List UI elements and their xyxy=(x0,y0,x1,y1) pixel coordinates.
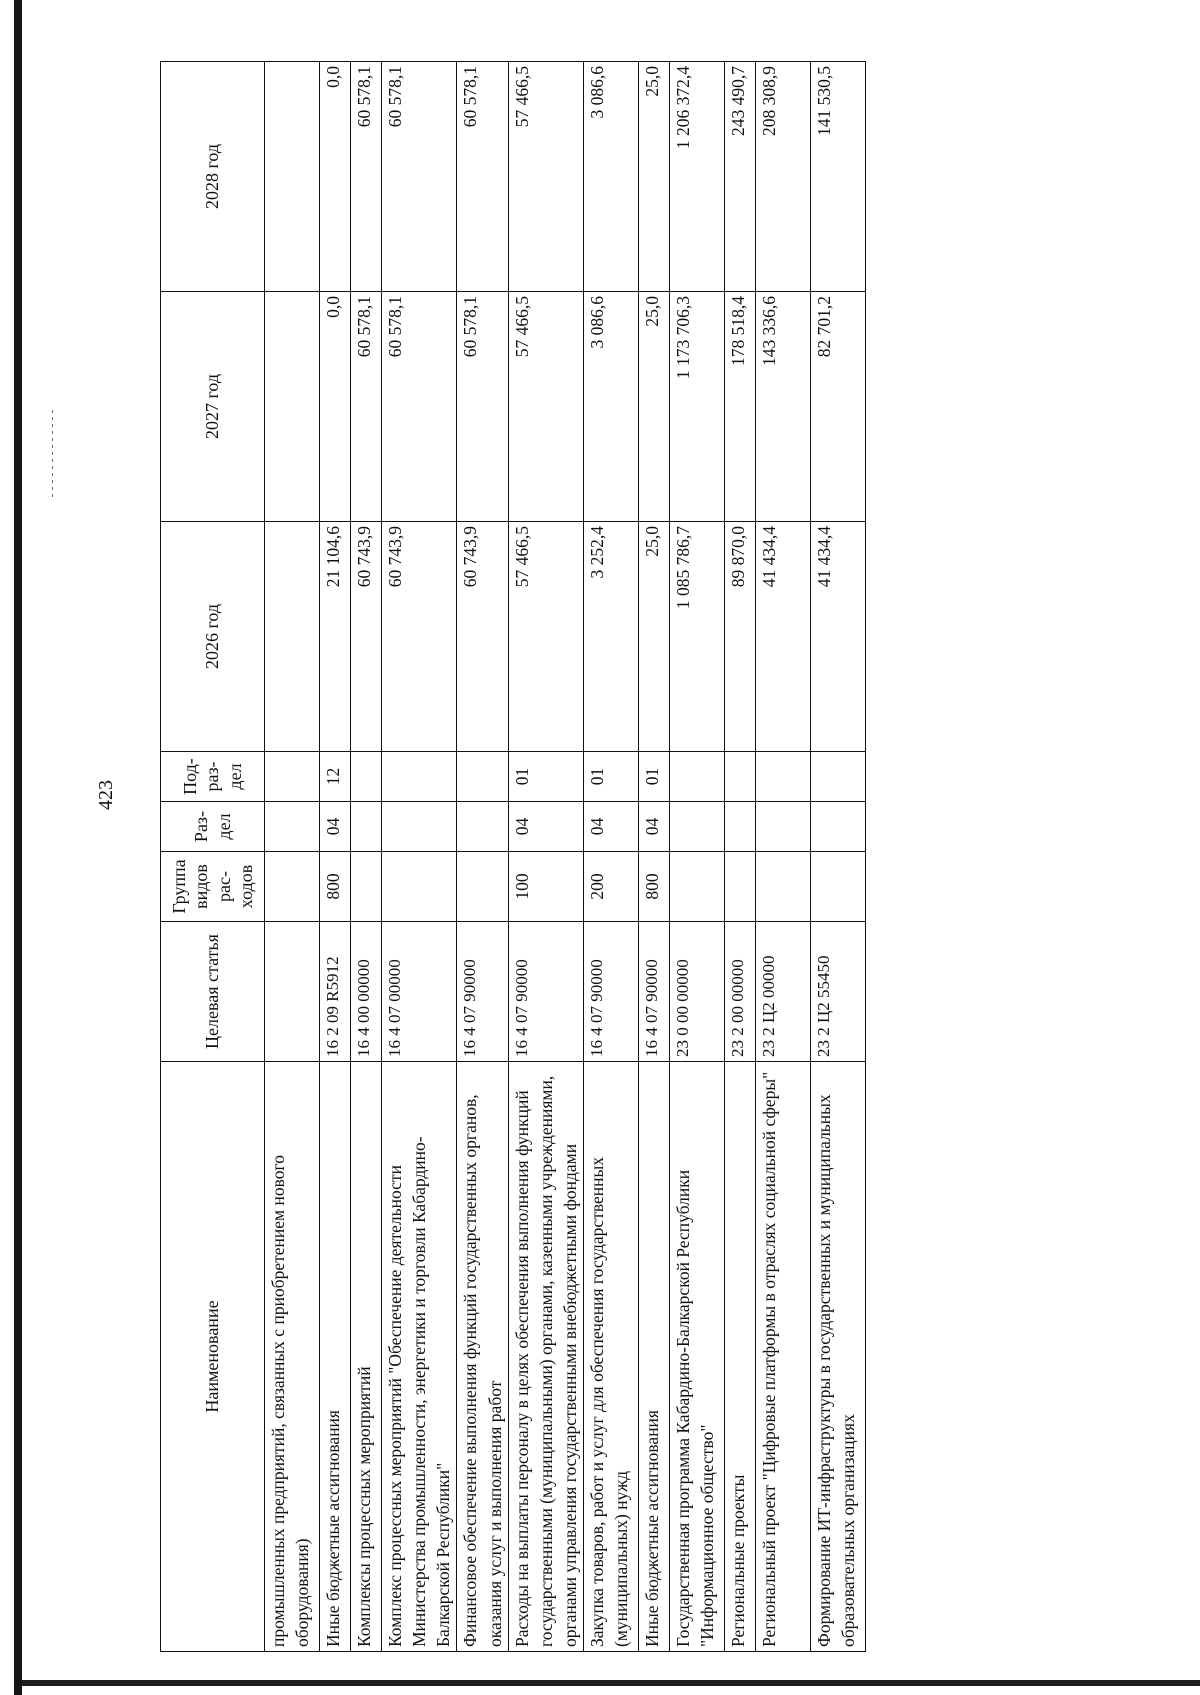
row-group xyxy=(265,852,320,922)
row-group xyxy=(351,852,382,922)
row-2026: 3 252,4 xyxy=(584,522,639,752)
header-target: Целевая статья xyxy=(161,922,265,1062)
table-header-row xyxy=(161,62,265,1652)
row-target: 16 4 00 00000 xyxy=(351,922,382,1062)
row-group xyxy=(382,852,457,922)
row-subsection xyxy=(265,752,320,802)
row-name: Финансовое обеспечение выполнения функций государственных органов, оказания услуг и выполнения работ xyxy=(457,1062,508,1652)
row-2027: 25,0 xyxy=(639,292,670,522)
header-group: Группа видов рас-ходов xyxy=(161,852,265,922)
row-group xyxy=(670,852,725,922)
row-subsection xyxy=(382,752,457,802)
table-row xyxy=(725,62,756,1652)
row-target: 23 2 00 00000 xyxy=(725,922,756,1062)
row-group xyxy=(756,852,811,922)
row-2027: 60 578,1 xyxy=(457,292,508,522)
row-2027: 82 701,2 xyxy=(811,292,866,522)
row-group xyxy=(811,852,866,922)
row-2026: 57 466,5 xyxy=(508,522,583,752)
row-section xyxy=(670,802,725,852)
row-2028: 208 308,9 xyxy=(756,62,811,292)
row-name: Региональные проекты xyxy=(725,1062,756,1652)
row-subsection: 12 xyxy=(320,752,351,802)
row-group: 800 xyxy=(639,852,670,922)
row-2028: 60 578,1 xyxy=(351,62,382,292)
scan-edge-bottom xyxy=(22,1680,1200,1686)
scan-mark xyxy=(52,410,53,500)
row-subsection: 01 xyxy=(508,752,583,802)
row-name: Расходы на выплаты персоналу в целях обеспечения выполнения функций государственными (муниципальными) органами, казенными учреждениями, органами управления государственными внебюджетными фондами xyxy=(508,1062,583,1652)
row-subsection xyxy=(811,752,866,802)
header-2026: 2026 год xyxy=(161,522,265,752)
row-2028: 60 578,1 xyxy=(457,62,508,292)
row-name: Закупка товаров, работ и услуг для обеспечения государственных (муниципальных) нужд xyxy=(584,1062,639,1652)
row-target xyxy=(265,922,320,1062)
row-2028 xyxy=(265,62,320,292)
row-2026: 60 743,9 xyxy=(351,522,382,752)
row-2027: 178 518,4 xyxy=(725,292,756,522)
row-name: Формирование ИТ-инфраструктуры в государственных и муниципальных образовательных организациях xyxy=(811,1062,866,1652)
header-name: Наименование xyxy=(161,1062,265,1652)
row-2027: 1 173 706,3 xyxy=(670,292,725,522)
page-number: 423 xyxy=(95,780,117,810)
row-name: Иные бюджетные ассигнования xyxy=(639,1062,670,1652)
header-2027: 2027 год xyxy=(161,292,265,522)
table-row xyxy=(265,62,320,1652)
header-2028: 2028 год xyxy=(161,62,265,292)
row-group xyxy=(725,852,756,922)
row-2027: 57 466,5 xyxy=(508,292,583,522)
row-subsection xyxy=(351,752,382,802)
row-section xyxy=(265,802,320,852)
row-2027: 60 578,1 xyxy=(351,292,382,522)
row-subsection xyxy=(670,752,725,802)
row-section xyxy=(457,802,508,852)
table-row xyxy=(382,62,457,1652)
scan-edge-left xyxy=(14,0,22,1695)
row-section: 04 xyxy=(320,802,351,852)
header-subsection: Под-раз-дел xyxy=(161,752,265,802)
row-section: 04 xyxy=(508,802,583,852)
row-section: 04 xyxy=(639,802,670,852)
row-target: 23 0 00 00000 xyxy=(670,922,725,1062)
row-group: 800 xyxy=(320,852,351,922)
row-2028: 25,0 xyxy=(639,62,670,292)
row-section: 04 xyxy=(584,802,639,852)
row-2028: 3 086,6 xyxy=(584,62,639,292)
row-target: 16 4 07 90000 xyxy=(457,922,508,1062)
row-subsection: 01 xyxy=(639,752,670,802)
row-section xyxy=(351,802,382,852)
table-row xyxy=(457,62,508,1652)
row-target: 16 4 07 90000 xyxy=(508,922,583,1062)
table-row xyxy=(508,62,583,1652)
row-section xyxy=(756,802,811,852)
row-2028: 57 466,5 xyxy=(508,62,583,292)
row-2027 xyxy=(265,292,320,522)
row-name: Комплексы процессных мероприятий xyxy=(351,1062,382,1652)
row-2027: 143 336,6 xyxy=(756,292,811,522)
row-section xyxy=(725,802,756,852)
row-name: Иные бюджетные ассигнования xyxy=(320,1062,351,1652)
row-section xyxy=(382,802,457,852)
row-target: 23 2 Ц2 55450 xyxy=(811,922,866,1062)
table-row xyxy=(639,62,670,1652)
row-name: Государственная программа Кабардино-Балкарской Республики "Информационное общество" xyxy=(670,1062,725,1652)
table-row xyxy=(756,62,811,1652)
row-2026: 89 870,0 xyxy=(725,522,756,752)
row-2028: 1 206 372,4 xyxy=(670,62,725,292)
row-target: 16 4 07 90000 xyxy=(584,922,639,1062)
table-row xyxy=(670,62,725,1652)
row-target: 16 4 07 90000 xyxy=(639,922,670,1062)
row-2028: 243 490,7 xyxy=(725,62,756,292)
row-2027: 0,0 xyxy=(320,292,351,522)
table-row xyxy=(351,62,382,1652)
row-section xyxy=(811,802,866,852)
table-row xyxy=(320,62,351,1652)
row-name: Региональный проект "Цифровые платформы в отраслях социальной сферы" xyxy=(756,1062,811,1652)
row-target: 16 4 07 00000 xyxy=(382,922,457,1062)
row-name: промышленных предприятий, связанных с приобретением нового оборудования) xyxy=(265,1062,320,1652)
row-2026: 25,0 xyxy=(639,522,670,752)
row-2026: 41 434,4 xyxy=(811,522,866,752)
row-group: 100 xyxy=(508,852,583,922)
budget-table xyxy=(160,61,866,1652)
row-subsection xyxy=(457,752,508,802)
rotated-table-container xyxy=(160,62,1053,1652)
row-2026: 41 434,4 xyxy=(756,522,811,752)
row-2026: 60 743,9 xyxy=(382,522,457,752)
row-subsection xyxy=(756,752,811,802)
row-2026: 60 743,9 xyxy=(457,522,508,752)
row-2027: 3 086,6 xyxy=(584,292,639,522)
row-target: 16 2 09 R5912 xyxy=(320,922,351,1062)
table-row xyxy=(811,62,866,1652)
row-subsection: 01 xyxy=(584,752,639,802)
row-2028: 141 530,5 xyxy=(811,62,866,292)
row-2028: 0,0 xyxy=(320,62,351,292)
row-name: Комплекс процессных мероприятий "Обеспечение деятельности Министерства промышленности, энергетики и торговли Кабардино-Балкарской Республики" xyxy=(382,1062,457,1652)
row-2027: 60 578,1 xyxy=(382,292,457,522)
row-group: 200 xyxy=(584,852,639,922)
row-group xyxy=(457,852,508,922)
row-target: 23 2 Ц2 00000 xyxy=(756,922,811,1062)
row-2026 xyxy=(265,522,320,752)
table-row xyxy=(584,62,639,1652)
row-subsection xyxy=(725,752,756,802)
row-2028: 60 578,1 xyxy=(382,62,457,292)
row-2026: 1 085 786,7 xyxy=(670,522,725,752)
row-2026: 21 104,6 xyxy=(320,522,351,752)
header-section: Раз-дел xyxy=(161,802,265,852)
